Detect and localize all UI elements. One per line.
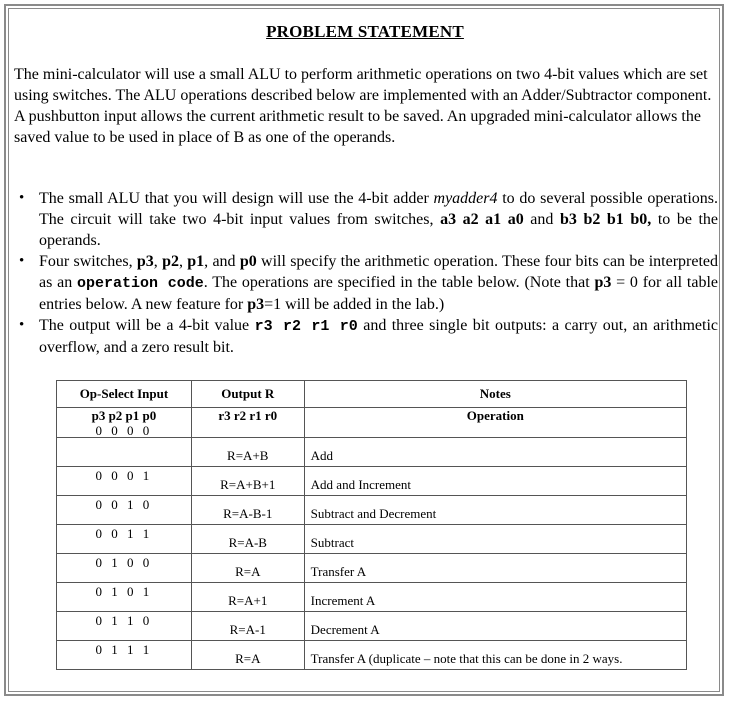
subheader-op-bits: p3 p2 p1 p0 bbox=[91, 408, 157, 423]
table-row bbox=[57, 612, 687, 641]
note-cell: Add bbox=[304, 438, 686, 467]
note-cell: Subtract and Decrement bbox=[304, 496, 686, 525]
op-code-cell: 0 1 0 1 bbox=[57, 583, 192, 612]
bullet-text: , and bbox=[204, 253, 240, 270]
op-code-cell bbox=[57, 438, 192, 467]
note-cell: Transfer A bbox=[304, 554, 686, 583]
op-code-cell: 0 0 1 1 bbox=[57, 525, 192, 554]
note-cell: Increment A bbox=[304, 583, 686, 612]
header-output-r: Output R bbox=[191, 381, 304, 408]
bullet-text: , bbox=[178, 253, 188, 270]
bullet-item-output bbox=[14, 315, 718, 358]
bullet-text: to do several possible operations. The circuit will take two 4-bit input values from switches, bbox=[39, 190, 719, 228]
table-row bbox=[57, 496, 687, 525]
bullet-icon: • bbox=[19, 317, 25, 333]
subheader-operation: Operation bbox=[304, 408, 686, 438]
bullet-text: will specify the arithmetic operation. These four bits can be interpreted as an bbox=[39, 253, 719, 291]
op-code-cell: 0 1 1 1 bbox=[57, 641, 192, 670]
first-op-code: 0 0 0 0 bbox=[95, 423, 153, 438]
op-code-cell: 0 1 0 0 bbox=[57, 554, 192, 583]
switch-p2: p2 bbox=[162, 253, 179, 270]
table-row bbox=[57, 583, 687, 612]
output-cell: R=A-1 bbox=[191, 612, 304, 641]
output-bits: r3 r2 r1 r0 bbox=[254, 318, 358, 335]
intro-paragraph: The mini-calculator will use a small ALU to perform arithmetic operations on two 4-bit values which are set using switches. The ALU operations described below are implemented with an Adder/Subtractor component. A pushbutton input allows the current arithmetic result to be saved. An upgraded mini-calculator allows the saved value to be used in place of B as one of the operands. bbox=[14, 66, 712, 146]
note-cell: Subtract bbox=[304, 525, 686, 554]
bullet-text: = 0 for all table entries below. A new feature for bbox=[39, 274, 718, 313]
table-row bbox=[57, 467, 687, 496]
operation-code-term: operation code bbox=[76, 275, 204, 292]
switch-p1: p1 bbox=[187, 253, 205, 270]
bullet-text: The output will be a 4-bit value bbox=[39, 317, 255, 334]
adder-name: myadder4 bbox=[433, 190, 498, 207]
output-cell: R=A+1 bbox=[191, 583, 304, 612]
switch-p3-feature: p3 bbox=[247, 296, 265, 313]
output-cell: R=A+B+1 bbox=[191, 467, 304, 496]
bullet-icon: • bbox=[19, 253, 25, 269]
output-cell: R=A bbox=[191, 641, 304, 670]
op-code-cell: 0 1 1 0 bbox=[57, 612, 192, 641]
note-cell: Transfer A (duplicate – note that this can be done in 2 ways. bbox=[304, 641, 686, 670]
bullet-text: and bbox=[523, 211, 560, 228]
header-notes: Notes bbox=[304, 381, 686, 408]
switch-p0: p0 bbox=[239, 253, 257, 270]
bullet-list bbox=[14, 188, 718, 358]
op-code-cell: 0 0 1 0 bbox=[57, 496, 192, 525]
operations-table bbox=[56, 380, 687, 670]
switch-p3-note: p3 bbox=[594, 274, 612, 291]
table-subheader-row bbox=[57, 408, 687, 438]
bullet-icon: • bbox=[19, 190, 25, 206]
switch-p3: p3 bbox=[136, 253, 154, 270]
page-title: PROBLEM STATEMENT bbox=[266, 22, 464, 41]
header-op-select: Op-Select Input bbox=[57, 381, 192, 408]
note-cell: Decrement A bbox=[304, 612, 686, 641]
bullet-text: and three single bit outputs: a carry out, an arithmetic overflow, and a zero result bit. bbox=[39, 317, 718, 356]
bullet-item-alu bbox=[14, 188, 718, 251]
op-code-cell: 0 0 0 1 bbox=[57, 467, 192, 496]
bullet-text: =1 will be added in the lab.) bbox=[264, 296, 445, 313]
table-row bbox=[57, 525, 687, 554]
bullet-text: , bbox=[153, 253, 163, 270]
bullet-text: Four switches, bbox=[39, 253, 137, 270]
table-row bbox=[57, 641, 687, 670]
bullet-item-switches bbox=[14, 251, 718, 315]
bullet-text: . The operations are specified in the table below. (Note that bbox=[203, 274, 595, 291]
table-row bbox=[57, 438, 687, 467]
output-cell: R=A bbox=[191, 554, 304, 583]
output-cell: R=A-B-1 bbox=[191, 496, 304, 525]
table-header-row bbox=[57, 381, 687, 408]
operand-b-bits: b3 b2 b1 b0, bbox=[559, 211, 652, 228]
operand-a-bits: a3 a2 a1 a0 bbox=[440, 211, 524, 228]
bullet-text: The small ALU that you will design will use the 4-bit adder bbox=[39, 190, 434, 207]
output-cell: R=A+B bbox=[191, 438, 304, 467]
note-cell: Add and Increment bbox=[304, 467, 686, 496]
bullet-text: to be the operands. bbox=[39, 211, 719, 249]
output-cell: R=A-B bbox=[191, 525, 304, 554]
subheader-op-cell bbox=[57, 408, 192, 438]
table-row bbox=[57, 554, 687, 583]
subheader-output-bits: r3 r2 r1 r0 bbox=[191, 408, 304, 438]
